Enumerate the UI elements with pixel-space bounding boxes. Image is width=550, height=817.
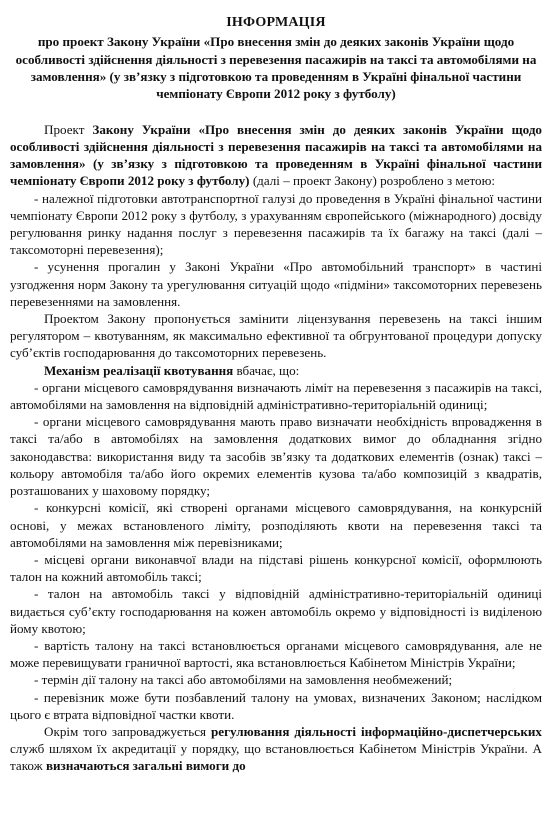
document-subtitle: про проект Закону України «Про внесення змін до деяких законів України щодо особливості здійснення діяльності з перевезення пасажирів на таксі та автомобілями на замовлення» (у зв’язку з підготовкою та проведенням в Україні фінальної частини чемпіонату Європи 2012 року з футболу) xyxy=(15,34,537,102)
mechanism-item: - талон на автомобіль таксі у відповідній адміністративно-територіальній одиниці видається суб’єкту господарювання на кожен автомобіль окремо у відповідності із виділеною йому квотою; xyxy=(10,586,542,636)
closing-bold-dispatch: регулювання діяльності інформаційно-диспетчерських xyxy=(211,723,542,739)
mechanism-item: - перевізник може бути позбавлений талону на умовах, визначених Законом; наслідком цього є втрата відповідної частки квоти. xyxy=(10,689,542,722)
mechanism-item: - термін дії талону на таксі або автомобілями на замовлення необмежений; xyxy=(34,672,453,688)
document-title: ІНФОРМАЦІЯ xyxy=(226,15,326,30)
mechanism-item: - місцеві органи виконавчої влади на підставі рішень конкурсної комісії, оформлюють талон на кожний автомобіль таксі; xyxy=(10,551,542,585)
intro-tail: (далі – проект Закону) розроблено з метою: xyxy=(249,173,496,189)
mechanism-title: Механізм реалізації квотування xyxy=(44,362,234,378)
intro-lead: Проект xyxy=(44,121,93,137)
closing-mid: служб шляхом їх акредитації у порядку, що встановлюється Кабінетом Міністрів України. А також xyxy=(10,741,542,774)
mechanism-item: - органи місцевого самоврядування мають право визначати необхідність впровадження в таксі та/або в автомобілях на замовлення додаткових вимог до обладнання згідно законодавства: використання виду та засобів зв’язку та додаткових елементів (ознак) таксі – кольору автомобіля та/або його окремих елементів кузова та/або композицій з квадратів, розташованих у шаховому порядку; xyxy=(10,414,542,499)
intro-paragraph xyxy=(10,121,542,190)
closing-paragraph xyxy=(10,723,542,775)
mechanism-item: - конкурсні комісії, які створені органами місцевого самоврядування, на конкурсній основі, у межах встановленого ліміту, розподіляють квоти на перевезення таксі та автомобілями на замовлення між перевізниками; xyxy=(10,500,542,550)
closing-bold-requirements: визначаються загальні вимоги до xyxy=(45,758,246,774)
intro-bill-title: Закону України «Про внесення змін до деяких законів України щодо особливості здійснення діяльності з перевезення пасажирів на таксі та автомобілями на замовлення» (у зв’язку з підготовкою та проведенням в Україні фінальної частини чемпіонату Європи 2012 року з футболу) xyxy=(10,121,542,189)
mechanism-item: - вартість талону на таксі встановлюється органами місцевого самоврядування, але не може перевищувати граничної вартості, яка встановлюється Кабінетом Міністрів України; xyxy=(10,637,542,671)
mechanism-tail: вбачає, що: xyxy=(233,362,300,378)
proposal-paragraph: Проектом Закону пропонується замінити ліцензування перевезень на таксі іншим регулятором – квотуванням, як максимально ефективної та обгрунтованої процедури допуску суб’єктів господарювання до таксомоторних перевезень. xyxy=(10,311,542,361)
goal-item: - належної підготовки автотранспортної галузі до проведення в Україні фінальної частини чемпіонату Європи 2012 року з футболу, з урахуванням європейського (міжнародного) досвіду регулювання ринку надання послуг з перевезення пасажирів та їх багажу на таксі (далі – таксомоторні перевезення); xyxy=(10,190,542,258)
goal-item: - усунення прогалин у Законі України «Про автомобільний транспорт» в частині узгодження норм Закону та урегулювання ситуацій щодо «підміни» таксомоторних перевезень перевезеннями на замовлення. xyxy=(10,259,542,309)
closing-lead: Окрім того запроваджується xyxy=(44,723,212,739)
mechanism-item: - органи місцевого самоврядування визначають ліміт на перевезення з пасажирів на таксі, автомобілями на замовлення на відповідній адміністративно-територіальній одиниці; xyxy=(10,379,542,413)
mechanism-heading xyxy=(10,362,542,379)
